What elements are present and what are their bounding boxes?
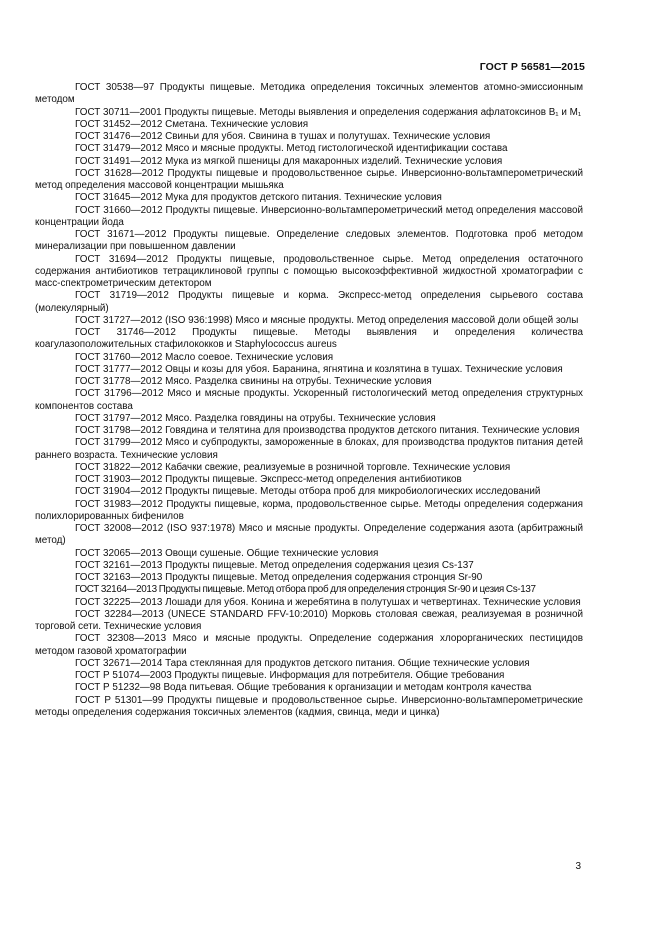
reference-item: ГОСТ 32164—2013 Продукты пищевые. Метод отбора проб для определения стронция Sr-90 и цезия Cs-137 xyxy=(75,584,536,596)
reference-item: ГОСТ Р 51074—2003 Продукты пищевые. Информация для потребителя. Общие требования xyxy=(75,670,505,681)
reference-item: ГОСТ 31491—2012 Мука из мягкой пшеницы для макаронных изделий. Технические условия xyxy=(75,155,503,167)
reference-item: ГОСТ 32065—2013 Овощи сушеные. Общие технические условия xyxy=(75,547,379,559)
reference-item: ГОСТ 31904—2012 Продукты пищевые. Методы отбора проб для микробиологических исследований xyxy=(75,486,541,498)
reference-item: ГОСТ 31719—2012 Продукты пищевые и корма. Экспресс-метод определения сырьевого состава (молекулярный) xyxy=(35,290,583,314)
reference-item: ГОСТ 31660—2012 Продукты пищевые. Инверсионно-вольтамперометрический метод определения массовой концентрации йода xyxy=(35,204,583,228)
reference-item: ГОСТ 30711—2001 Продукты пищевые. Методы выявления и определения содержания афлатоксинов B₁ и M₁ xyxy=(75,106,582,118)
page-number: 3 xyxy=(575,861,581,872)
document-header: ГОСТ Р 56581—2015 xyxy=(479,61,585,73)
reference-item: ГОСТ 32225—2013 Лошади для убоя. Конина и жеребятина в полутушах и четвертинах. Технические условия xyxy=(75,596,581,608)
reference-item: ГОСТ 31476—2012 Свиньи для убоя. Свинина в тушах и полутушах. Технические условия xyxy=(75,131,491,142)
reference-item: ГОСТ 31746—2012 Продукты пищевые. Методы выявления и определения количества коагулазоположительных стафилококков и Staphylococcus aureus xyxy=(35,327,583,351)
reference-item: ГОСТ 31796—2012 Мясо и мясные продукты. Ускоренный гистологический метод определения структурных компонентов состава xyxy=(35,388,583,412)
reference-item: ГОСТ 31671—2012 Продукты пищевые. Определение следовых элементов. Подготовка проб методом минерализации при повышенном давлении xyxy=(35,229,583,253)
reference-item: ГОСТ 32161—2013 Продукты пищевые. Метод определения содержания цезия Cs-137 xyxy=(75,559,474,571)
reference-item: ГОСТ 31903—2012 Продукты пищевые. Экспресс-метод определения антибиотиков xyxy=(75,474,462,485)
reference-item: ГОСТ 30538—97 Продукты пищевые. Методика определения токсичных элементов атомно-эмиссионным методом xyxy=(35,82,583,106)
reference-item: ГОСТ 31628—2012 Продукты пищевые и продовольственное сырье. Инверсионно-вольтамперометрический метод определения массовой концентрации мышьяка xyxy=(35,167,583,191)
reference-item: ГОСТ 31727—2012 (ISO 936:1998) Мясо и мясные продукты. Метод определения массовой доли общей золы xyxy=(75,314,579,326)
reference-item: ГОСТ 31799—2012 Мясо и субпродукты, замороженные в блоках, для производства продуктов питания детей раннего возраста. Технические условия xyxy=(35,437,583,461)
reference-item: ГОСТ 31694—2012 Продукты пищевые, продовольственное сырье. Метод определения остаточного содержания антибиотиков тетрациклиновой группы с помощью высокоэффективной жидкостной хроматографии с масс-спектрометрическим детектором xyxy=(35,253,583,289)
reference-item: ГОСТ 31777—2012 Овцы и козы для убоя. Баранина, ягнятина и козлятина в тушах. Технические условия xyxy=(75,363,563,375)
reference-item: ГОСТ Р 51301—99 Продукты пищевые и продовольственное сырье. Инверсионно-вольтамперометрические методы определения содержания токсичных элементов (кадмия, свинца, меди и цинка) xyxy=(35,694,583,718)
references-list xyxy=(35,82,583,719)
reference-item: ГОСТ Р 51232—98 Вода питьевая. Общие требования к организации и методам контроля качества xyxy=(75,682,532,694)
reference-item: ГОСТ 32008—2012 (ISO 937:1978) Мясо и мясные продукты. Определение содержания азота (арбитражный метод) xyxy=(35,523,583,547)
reference-item: ГОСТ 31778—2012 Мясо. Разделка свинины на отрубы. Технические условия xyxy=(75,376,432,387)
reference-item: ГОСТ 32671—2014 Тара стеклянная для продуктов детского питания. Общие технические условия xyxy=(75,657,530,669)
reference-item: ГОСТ 31822—2012 Кабачки свежие, реализуемые в розничной торговле. Технические условия xyxy=(75,461,511,473)
reference-item: ГОСТ 32308—2013 Мясо и мясные продукты. Определение содержания хлорорганических пестицидов методом газовой хроматографии xyxy=(35,633,583,657)
reference-item: ГОСТ 31479—2012 Мясо и мясные продукты. Метод гистологической идентификации состава xyxy=(75,143,508,155)
reference-item: ГОСТ 31645—2012 Мука для продуктов детского питания. Технические условия xyxy=(75,192,442,204)
reference-item: ГОСТ 31452—2012 Сметана. Технические условия xyxy=(75,118,309,130)
reference-item: ГОСТ 31798—2012 Говядина и телятина для производства продуктов детского питания. Технические условия xyxy=(75,425,580,436)
reference-item: ГОСТ 31797—2012 Мясо. Разделка говядины на отрубы. Технические условия xyxy=(75,412,436,424)
reference-item: ГОСТ 32284—2013 (UNECE STANDARD FFV-10:2010) Морковь столовая свежая, реализуемая в розничной торговой сети. Технические условия xyxy=(35,608,583,632)
reference-item: ГОСТ 31760—2012 Масло соевое. Технические условия xyxy=(75,351,334,363)
reference-item: ГОСТ 31983—2012 Продукты пищевые, корма, продовольственное сырье. Методы определения содержания полихлорированных бифенилов xyxy=(35,498,583,522)
reference-item: ГОСТ 32163—2013 Продукты пищевые. Метод определения содержания стронция Sr-90 xyxy=(75,572,483,583)
